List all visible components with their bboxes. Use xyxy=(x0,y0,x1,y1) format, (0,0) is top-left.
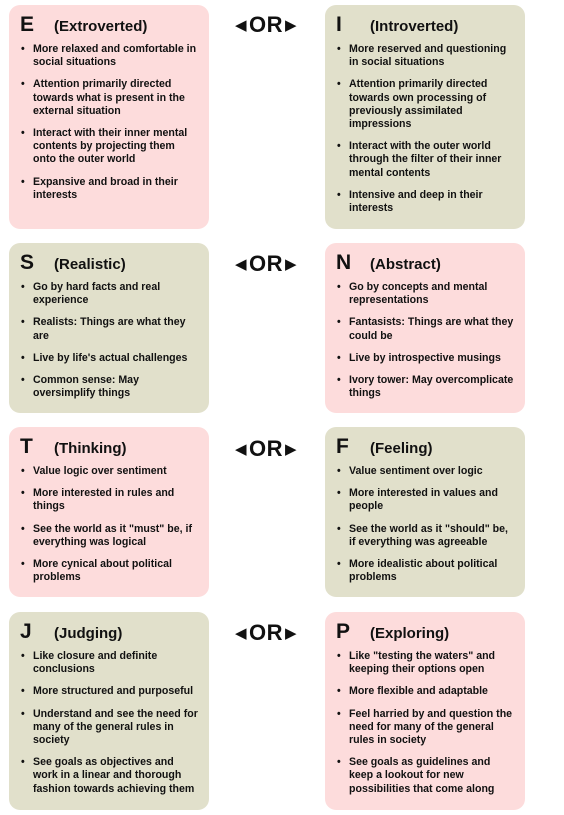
card-header xyxy=(20,251,199,277)
list-item: • More structured and purposeful xyxy=(21,685,194,698)
arrow-right-icon: ▶ xyxy=(285,16,298,34)
list-item: • Attention primarily directed towards own processing of previously assimilated impressions xyxy=(337,78,488,131)
bullet-icon: • xyxy=(21,351,25,364)
bullet-icon: • xyxy=(337,374,341,387)
list-item: • More idealistic about political problems xyxy=(337,558,498,584)
list-item: • Expansive and broad in their interests xyxy=(21,175,178,201)
or-divider: ◀ OR ▶ xyxy=(234,12,298,37)
card-header xyxy=(336,620,515,646)
card-introverted xyxy=(325,5,525,229)
bullet-icon: • xyxy=(21,127,25,140)
list-item: • Interact with the outer world through the filter of their inner mental contents xyxy=(337,140,502,179)
card-judging xyxy=(9,612,209,810)
list-item: • Attention primarily directed towards what is present in the external situation xyxy=(21,78,185,117)
trait-list xyxy=(336,43,515,215)
list-item: • Ivory tower: May overcomplicate things xyxy=(337,374,514,400)
trait-list xyxy=(20,650,199,796)
list-item: • More flexible and adaptable xyxy=(337,685,488,698)
type-heading: (Exploring) xyxy=(370,625,450,642)
card-abstract xyxy=(325,243,525,413)
bullet-icon: • xyxy=(337,351,341,364)
type-letter: J xyxy=(20,620,32,643)
list-item: • Intensive and deep in their interests xyxy=(337,188,483,215)
type-heading: (Feeling) xyxy=(370,440,433,457)
or-divider: ◀ OR ▶ xyxy=(234,620,298,645)
bullet-icon: • xyxy=(337,281,341,293)
bullet-icon: • xyxy=(21,522,25,535)
arrow-right-icon: ▶ xyxy=(285,440,298,458)
type-letter: I xyxy=(336,13,342,36)
card-header xyxy=(336,251,515,277)
bullet-icon: • xyxy=(337,316,341,329)
list-item: • Value logic over sentiment xyxy=(21,465,167,477)
list-item: • Go by concepts and mental representations xyxy=(337,281,488,307)
bullet-icon: • xyxy=(337,707,341,720)
list-item: • More reserved and questioning in social situations xyxy=(337,43,507,69)
card-realistic xyxy=(9,243,209,413)
list-item: • Common sense: May oversimplify things xyxy=(21,374,139,400)
type-letter: P xyxy=(336,620,351,643)
list-item: • Feel harried by and question the need for many of the general rules in society xyxy=(337,707,513,747)
bullet-icon: • xyxy=(337,522,341,535)
type-heading: (Extroverted) xyxy=(54,18,148,35)
list-item: • More cynical about political problems xyxy=(21,558,172,584)
card-header xyxy=(20,13,199,39)
list-item: • Like closure and definite conclusions xyxy=(21,650,158,676)
arrow-left-icon: ◀ xyxy=(234,255,247,273)
trait-list xyxy=(336,650,515,796)
list-item: • More interested in values and people xyxy=(337,487,498,513)
bullet-icon: • xyxy=(21,650,25,662)
bullet-icon: • xyxy=(337,188,341,201)
bullet-icon: • xyxy=(21,281,25,293)
list-item: • Fantasists: Things are what they could be xyxy=(337,316,514,342)
trait-list xyxy=(20,465,199,584)
bullet-icon: • xyxy=(337,78,341,91)
list-item: • See goals as guidelines and keep a lookout for new possibilities that come along xyxy=(337,756,495,795)
bullet-icon: • xyxy=(337,685,341,698)
trait-list xyxy=(20,43,199,202)
card-exploring xyxy=(325,612,525,810)
or-divider: ◀ OR ▶ xyxy=(234,436,298,461)
list-item: • See the world as it "should" be, if everything was agreeable xyxy=(337,522,508,548)
list-item: • More relaxed and comfortable in social situations xyxy=(21,43,197,69)
bullet-icon: • xyxy=(337,465,341,477)
card-feeling xyxy=(325,427,525,597)
list-item: • See goals as objectives and work in a linear and thorough fashion towards achieving them xyxy=(21,756,195,795)
list-item: • Realists: Things are what they are xyxy=(21,316,186,342)
card-header xyxy=(20,435,199,461)
card-header xyxy=(336,435,515,461)
list-item: • Live by life's actual challenges xyxy=(21,351,188,364)
list-item: • Interact with their inner mental contents by projecting them onto the outer world xyxy=(21,127,188,166)
bullet-icon: • xyxy=(21,374,25,387)
type-letter: S xyxy=(20,251,35,274)
type-letter: T xyxy=(20,435,33,458)
type-heading: (Abstract) xyxy=(370,256,441,273)
type-letter: N xyxy=(336,251,352,274)
bullet-icon: • xyxy=(337,487,341,500)
bullet-icon: • xyxy=(337,558,341,571)
bullet-icon: • xyxy=(21,558,25,571)
arrow-right-icon: ▶ xyxy=(285,255,298,273)
bullet-icon: • xyxy=(337,43,341,55)
bullet-icon: • xyxy=(21,685,25,698)
list-item: • Live by introspective musings xyxy=(337,351,501,364)
card-header xyxy=(336,13,515,39)
type-letter: E xyxy=(20,13,35,36)
arrow-left-icon: ◀ xyxy=(234,624,247,642)
card-thinking xyxy=(9,427,209,597)
arrow-left-icon: ◀ xyxy=(234,440,247,458)
bullet-icon: • xyxy=(21,756,25,769)
arrow-right-icon: ▶ xyxy=(285,624,298,642)
bullet-icon: • xyxy=(21,78,25,91)
arrow-left-icon: ◀ xyxy=(234,16,247,34)
list-item: • Understand and see the need for many of the general rules in society xyxy=(21,707,198,747)
card-header xyxy=(20,620,199,646)
bullet-icon: • xyxy=(21,487,25,500)
trait-list xyxy=(20,281,199,400)
bullet-icon: • xyxy=(21,43,25,55)
type-heading: (Judging) xyxy=(54,625,123,642)
bullet-icon: • xyxy=(21,465,25,477)
card-extroverted xyxy=(9,5,209,229)
list-item: • See the world as it "must" be, if everything was logical xyxy=(21,522,192,548)
bullet-icon: • xyxy=(21,175,25,188)
bullet-icon: • xyxy=(21,707,25,720)
list-item: • Go by hard facts and real experience xyxy=(21,281,161,307)
list-item: • Value sentiment over logic xyxy=(337,465,483,477)
or-divider: ◀ OR ▶ xyxy=(234,251,298,276)
trait-list xyxy=(336,281,515,400)
type-letter: F xyxy=(336,435,349,458)
bullet-icon: • xyxy=(337,140,341,153)
type-heading: (Introverted) xyxy=(370,18,459,35)
bullet-icon: • xyxy=(21,316,25,329)
trait-list xyxy=(336,465,515,584)
bullet-icon: • xyxy=(337,756,341,769)
list-item: • More interested in rules and things xyxy=(21,487,175,513)
type-heading: (Thinking) xyxy=(54,440,127,457)
list-item: • Like "testing the waters" and keeping their options open xyxy=(337,650,496,676)
type-heading: (Realistic) xyxy=(54,256,126,273)
bullet-icon: • xyxy=(337,650,341,662)
